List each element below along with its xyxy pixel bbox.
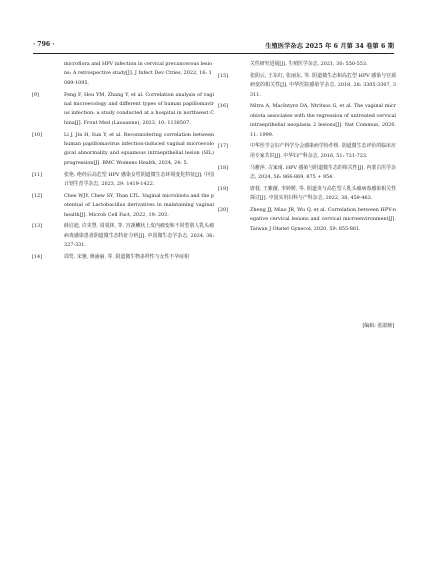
reference-number: [20] bbox=[218, 207, 229, 214]
reference-item bbox=[218, 185, 396, 204]
reference-text: 唐枝, 王紫薇, 李婷媛, 等. 阴道炎与高危型人乳头瘤病毒感染相关性探讨[J]. 中国实用妇科与产科杂志, 2022, 38, 459-463. bbox=[250, 185, 396, 202]
reference-item bbox=[32, 91, 214, 129]
reference-item bbox=[32, 222, 214, 250]
reference-number: [14] bbox=[32, 254, 43, 261]
page-number: · 796 · bbox=[33, 41, 55, 48]
reference-continuation: microflora and HPV infection in cervical precancerous lesions: A retrospective study[J]. J Infect Dev Ctries, 2022, 16: 1089-1095. bbox=[64, 61, 213, 86]
reference-item bbox=[32, 253, 214, 262]
reference-number: [15] bbox=[218, 72, 229, 79]
journal-info: 生殖医学杂志 2025 年 6 月第 34 卷第 6 期 bbox=[265, 43, 394, 50]
reference-number: [16] bbox=[218, 103, 229, 110]
reference-text: 张艳. 绝经后高危型 HPV 感染女性阴道微生态环境变化特征[J]. 中国计划生育学杂志, 2023, 29: 1419-1422. bbox=[64, 171, 214, 188]
reference-item bbox=[218, 102, 396, 140]
reference-number: [13] bbox=[32, 223, 43, 230]
reference-number: [18] bbox=[218, 164, 229, 171]
reference-item bbox=[32, 131, 214, 169]
reference-number: [17] bbox=[218, 143, 229, 150]
editor-note: [编辑: 张淑婉] bbox=[362, 323, 394, 329]
reference-text: Feng F, Hou YM, Zhang Y, et al. Correlation analysis of vaginal microecology and different types of human papillomavirus infection: a study conducted at a hospital in northwest China[J]. Front Med (Lausanne), 2023, 10: 1138507. bbox=[64, 91, 214, 126]
reference-continuation: 关性研究进展[J]. 生殖医学杂志, 2021, 30: 550-553. bbox=[250, 61, 368, 67]
reference-number: [12] bbox=[32, 192, 43, 199]
reference-item bbox=[218, 206, 396, 234]
reference-text: Zheng JJ, Miao JR, Wu Q, et al. Correlation between HPV-negative cervical lesions and cervical microenvironment[J]. Taiwan J Obstet Gynecol, 2020, 59: 855-861. bbox=[250, 207, 396, 232]
left-column bbox=[32, 60, 214, 265]
reference-text: 张阴云, 王东红, 张丽东, 等. 阴道微生态和高危型 HPV 感染与宫颈病变的相关性[J]. 中华医院感染学杂志, 2018, 28: 3305-3307, 3311. bbox=[250, 72, 396, 98]
reference-item bbox=[32, 171, 214, 190]
reference-text: 中华医学会妇产科学分会感染病学协作组. 阴道微生态评价的临床应用专家共识[J]. 中华妇产科杂志, 2016, 51: 721-723. bbox=[250, 143, 396, 159]
reference-text: 马雅萍, 古家南. HPV 感染与阴道微生态的相关性[J]. 内蒙古医学杂志, 2024, 56: 866-869, 875 + 954. bbox=[250, 164, 396, 181]
reference-item bbox=[218, 142, 396, 161]
reference-text: Chee WJY, Chew SY, Than LTL. Vaginal microbiota and the potential of Lactobacillus derivatives in maintaining vaginal health[J]. Microb Cell Fact, 2022, 19: 203. bbox=[64, 192, 214, 218]
right-column bbox=[218, 60, 396, 237]
reference-item bbox=[218, 72, 396, 100]
reference-text: 周莺, 宋驰, 蒋涵丽, 等. 阴道微生物多样性与女性不孕症相 bbox=[64, 254, 189, 261]
reference-item bbox=[32, 192, 214, 220]
reference-number: [9] bbox=[32, 91, 39, 98]
reference-number: [10] bbox=[32, 131, 43, 138]
reference-item bbox=[218, 164, 396, 183]
reference-number: [19] bbox=[218, 185, 229, 192]
reference-text: 薛启迪, 许美慧, 周曼林, 等. 宫颈鳞状上皮内瘤变和不同型别人乳头瘤病毒感染患者阴道微生态特征分析[J]. 中国微生态学杂志, 2024, 36: 327-331. bbox=[64, 223, 214, 249]
reference-text: Mitra A, MacIntyre DA, Ntritsos G, et al. The vaginal microbiota associates with the regression of untreated cervical intraepithelial neoplasia 2 lesions[J]. Nat Commun, 2020, 11: 1999. bbox=[250, 103, 396, 138]
reference-number: [11] bbox=[32, 171, 43, 178]
page-header bbox=[33, 40, 394, 54]
reference-text: Li J, Jin H, Sun Y, et al. Reconnoitering correlation between human papillomavirus infection-induced vaginal microecological abnormality and squamous intraepithelial lesion (SIL) progression[J]. BMC Womens Health, 2024, 24: 5. bbox=[64, 131, 214, 166]
